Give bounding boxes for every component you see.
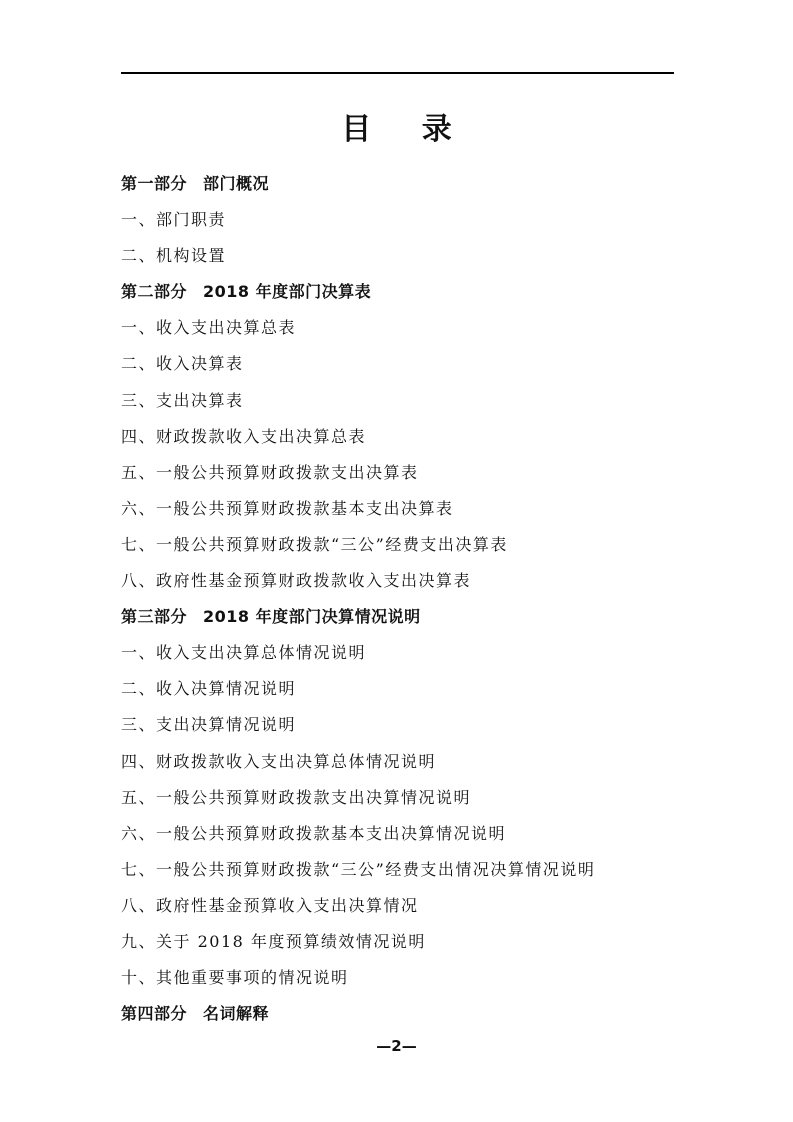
toc-item: 五、一般公共预算财政拨款支出决算情况说明 bbox=[121, 787, 472, 807]
toc-item: 六、一般公共预算财政拨款基本支出决算情况说明 bbox=[121, 823, 507, 843]
toc-item: 四、财政拨款收入支出决算总体情况说明 bbox=[121, 751, 437, 771]
toc-item: 九、关于 2018 年度预算绩效情况说明 bbox=[121, 931, 426, 951]
toc-part-label: 2018 年度部门决算表 bbox=[203, 282, 372, 302]
toc-item: 八、政府性基金预算财政拨款收入支出决算表 bbox=[121, 571, 472, 591]
page-title: 目 录 bbox=[341, 112, 472, 147]
toc-item: 六、一般公共预算财政拨款基本支出决算表 bbox=[121, 498, 454, 518]
page-number: —2— bbox=[376, 1037, 417, 1055]
toc-part-heading bbox=[121, 274, 681, 310]
toc-part-label: 名词解释 bbox=[203, 1004, 270, 1024]
header-rule bbox=[121, 72, 674, 74]
toc-part-heading bbox=[121, 599, 681, 635]
toc-item: 二、收入决算情况说明 bbox=[121, 679, 297, 699]
toc-part-number: 第一部分 bbox=[121, 174, 188, 193]
toc-item: 五、一般公共预算财政拨款支出决算表 bbox=[121, 462, 419, 482]
toc-item: 四、财政拨款收入支出决算总表 bbox=[121, 426, 367, 446]
toc-item: 一、部门职责 bbox=[121, 210, 227, 230]
toc-item: 八、政府性基金预算收入支出决算情况 bbox=[121, 895, 419, 915]
toc-part-label: 部门概况 bbox=[203, 174, 270, 193]
toc-part-number: 第三部分 bbox=[121, 607, 188, 627]
toc-item: 二、机构设置 bbox=[121, 246, 227, 266]
toc-item: 三、支出决算情况说明 bbox=[121, 715, 297, 735]
toc-item: 七、一般公共预算财政拨款“三公”经费支出情况决算情况说明 bbox=[121, 859, 596, 879]
table-of-contents bbox=[121, 166, 681, 1032]
toc-part-label: 2018 年度部门决算情况说明 bbox=[203, 607, 421, 627]
toc-item: 二、收入决算表 bbox=[121, 354, 244, 374]
toc-item: 十、其他重要事项的情况说明 bbox=[121, 968, 349, 988]
toc-part-number: 第四部分 bbox=[121, 1004, 188, 1024]
toc-part-number: 第二部分 bbox=[121, 282, 188, 302]
toc-part-heading bbox=[121, 996, 681, 1032]
toc-item: 七、一般公共预算财政拨款“三公”经费支出决算表 bbox=[121, 534, 508, 554]
toc-item: 三、支出决算表 bbox=[121, 390, 244, 410]
toc-part-heading bbox=[121, 166, 681, 202]
toc-item: 一、收入支出决算总表 bbox=[121, 318, 297, 338]
toc-item: 一、收入支出决算总体情况说明 bbox=[121, 643, 367, 663]
